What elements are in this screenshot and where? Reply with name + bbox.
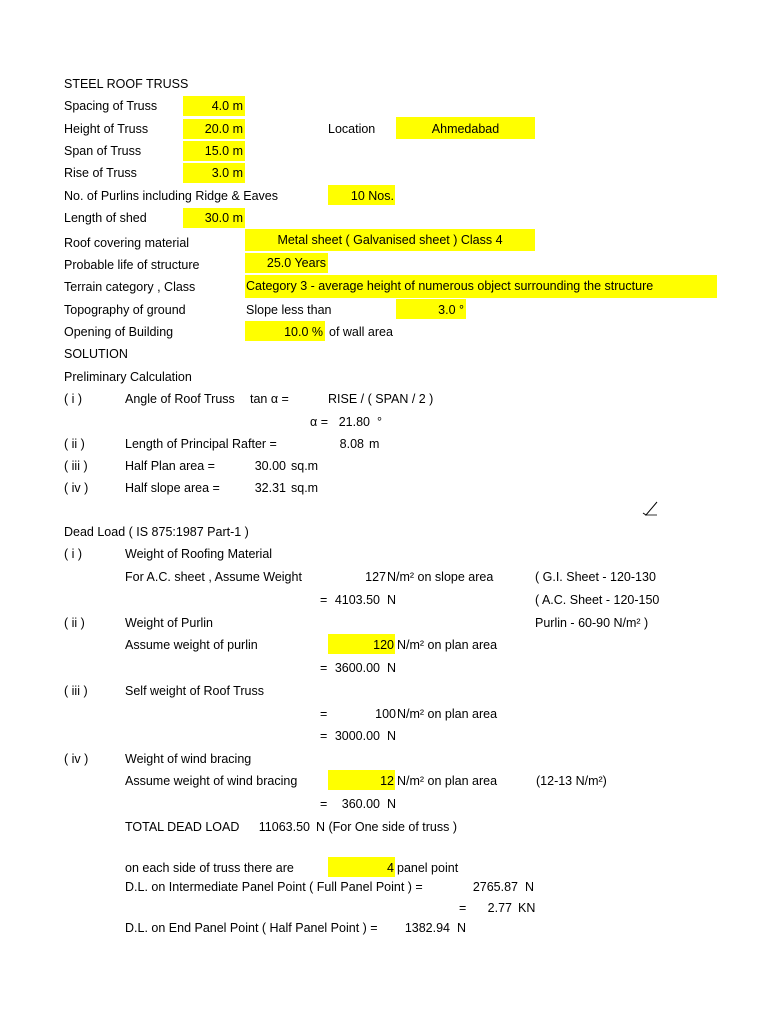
intermediate-eq: = <box>459 901 467 915</box>
purlins-value: 10 Nos. <box>350 189 394 203</box>
intermediate-unit: N <box>525 880 535 894</box>
location-value: Ahmedabad <box>431 122 500 136</box>
dl-ii-eq: = <box>320 661 328 675</box>
prelim-i-label: Angle of Roof Truss <box>125 392 235 406</box>
dl-i-eq: = <box>320 593 328 607</box>
dl-i-note1: ( G.I. Sheet - 120-130 <box>535 570 656 584</box>
dl-iii-unit: N/m² on plan area <box>397 707 498 721</box>
solution-heading: SOLUTION <box>64 347 128 361</box>
dl-iii-num: ( iii ) <box>64 684 88 698</box>
opening-label: Opening of Building <box>64 325 174 339</box>
prelim-i-num: ( i ) <box>64 392 83 406</box>
opening-value: 10.0 % <box>284 325 323 339</box>
dl-ii-unit: N/m² on plan area <box>397 638 498 652</box>
purlins-label: No. of Purlins including Ridge & Eaves <box>64 189 279 203</box>
dl-i-result: 4103.50 <box>334 593 380 607</box>
dl-ii-label: Weight of Purlin <box>125 616 214 630</box>
topography-value: 3.0 ° <box>438 303 464 317</box>
panel-unit: panel point <box>397 861 459 875</box>
prelim-ii-label: Length of Principal Rafter = <box>125 437 277 451</box>
dl-ii-note: Purlin - 60-90 N/m² ) <box>535 616 649 630</box>
total-dead-load-label: TOTAL DEAD LOAD <box>125 820 240 834</box>
dl-ii-result: 3600.00 <box>334 661 380 675</box>
alpha-unit: ° <box>377 415 382 429</box>
rise-label: Rise of Truss <box>64 166 137 180</box>
location-label: Location <box>328 122 376 136</box>
prelim-iii-num: ( iii ) <box>64 459 88 473</box>
roof-covering-value: Metal sheet ( Galvanised sheet ) Class 4 <box>277 233 503 247</box>
dl-iv-result: 360.00 <box>341 797 380 811</box>
prelim-heading: Preliminary Calculation <box>64 370 192 384</box>
dl-ii-num: ( ii ) <box>64 616 85 630</box>
check-mark-icon <box>640 498 660 518</box>
spacing-value: 4.0 m <box>211 99 243 113</box>
dl-iv-label: Weight of wind bracing <box>125 752 252 766</box>
intermediate-kn: 2.77 <box>487 901 512 915</box>
height-label: Height of Truss <box>64 122 149 136</box>
terrain-label: Terrain category , Class <box>64 280 196 294</box>
dl-iv-num: ( iv ) <box>64 752 89 766</box>
dl-iv-eq: = <box>320 797 328 811</box>
dl-i-unit: N/m² on slope area <box>387 570 494 584</box>
dl-iv-sub-label: Assume weight of wind bracing <box>125 774 298 788</box>
prelim-iii-label: Half Plan area = <box>125 459 215 473</box>
dl-ii-sub-label: Assume weight of purlin <box>125 638 258 652</box>
panel-value: 4 <box>387 861 394 875</box>
plan-area-value: 30.00 <box>254 459 286 473</box>
prelim-i-formula-lhs: tan α = <box>250 392 289 406</box>
end-label: D.L. on End Panel Point ( Half Panel Point ) = <box>125 921 378 935</box>
prelim-i-formula-rhs: RISE / ( SPAN / 2 ) <box>328 392 434 406</box>
dl-ii-result-unit: N <box>387 661 397 675</box>
topography-mid: Slope less than <box>246 303 332 317</box>
prelim-iv-label: Half slope area = <box>125 481 220 495</box>
total-dead-load-unit: N (For One side of truss ) <box>316 820 458 834</box>
opening-suffix: of wall area <box>329 325 393 339</box>
dl-i-num: ( i ) <box>64 547 83 561</box>
intermediate-label: D.L. on Intermediate Panel Point ( Full Panel Point ) = <box>125 880 423 894</box>
rafter-unit: m <box>369 437 380 451</box>
dl-iv-note: (12-13 N/m²) <box>536 774 607 788</box>
end-value: 1382.94 <box>404 921 450 935</box>
rise-value: 3.0 m <box>211 166 243 180</box>
dl-iii-eq: = <box>320 707 328 721</box>
spacing-label: Spacing of Truss <box>64 99 158 113</box>
topography-label: Topography of ground <box>64 303 186 317</box>
dl-ii-value: 120 <box>373 638 394 652</box>
dl-i-value: 127 <box>365 570 386 584</box>
end-unit: N <box>457 921 467 935</box>
dl-iii-result: 3000.00 <box>334 729 380 743</box>
dl-iv-value: 12 <box>380 774 394 788</box>
dl-i-note2: ( A.C. Sheet - 120-150 <box>535 593 660 607</box>
dl-iv-unit: N/m² on plan area <box>397 774 498 788</box>
prelim-iv-num: ( iv ) <box>64 481 89 495</box>
length-value: 30.0 m <box>204 211 243 225</box>
prelim-ii-num: ( ii ) <box>64 437 85 451</box>
life-label: Probable life of structure <box>64 258 200 272</box>
slope-area-value: 32.31 <box>254 481 286 495</box>
intermediate-value: 2765.87 <box>472 880 518 894</box>
dl-iv-result-unit: N <box>387 797 397 811</box>
panel-label: on each side of truss there are <box>125 861 294 875</box>
span-value: 15.0 m <box>204 144 243 158</box>
rafter-value: 8.08 <box>339 437 364 451</box>
dl-i-label: Weight of Roofing Material <box>125 547 273 561</box>
terrain-value: Category 3 - average height of numerous object surrounding the structure <box>246 279 654 293</box>
span-label: Span of Truss <box>64 144 142 158</box>
dl-iii-label: Self weight of Roof Truss <box>125 684 264 698</box>
dl-iii-result-unit: N <box>387 729 397 743</box>
dead-load-heading: Dead Load ( IS 875:1987 Part-1 ) <box>64 525 249 539</box>
dl-iii-eq2: = <box>320 729 328 743</box>
dl-i-sub-label: For A.C. sheet , Assume Weight <box>125 570 302 584</box>
length-label: Length of shed <box>64 211 147 225</box>
height-value: 20.0 m <box>204 122 243 136</box>
page-title: STEEL ROOF TRUSS <box>64 77 189 91</box>
total-dead-load-value: 11063.50 <box>258 820 310 834</box>
roof-covering-label: Roof covering material <box>64 236 190 250</box>
dl-iii-value: 100 <box>375 707 396 721</box>
dl-i-result-unit: N <box>387 593 397 607</box>
plan-area-unit: sq.m <box>291 459 319 473</box>
alpha-lhs: α = <box>310 415 328 429</box>
alpha-value: 21.80 <box>338 415 370 429</box>
life-value: 25.0 Years <box>266 256 326 270</box>
slope-area-unit: sq.m <box>291 481 319 495</box>
intermediate-kn-unit: KN <box>518 901 536 915</box>
